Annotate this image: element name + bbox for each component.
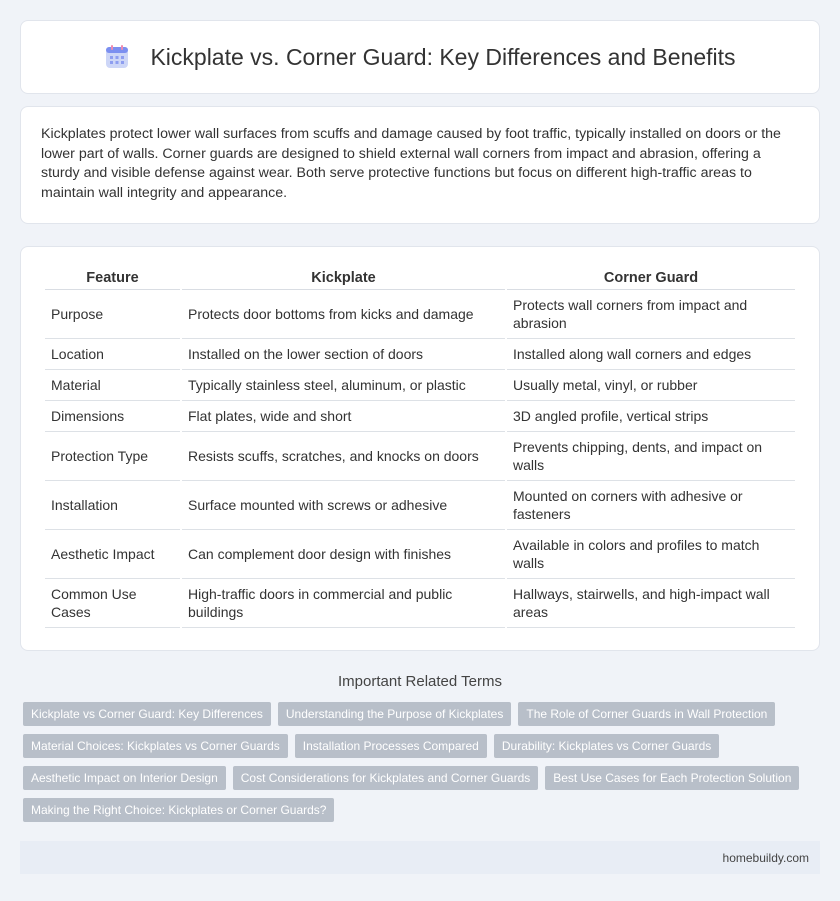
calendar-icon xyxy=(104,44,130,70)
feature-cell: Purpose xyxy=(45,290,180,339)
related-terms-title: Important Related Terms xyxy=(338,673,502,690)
related-term-tag[interactable]: Understanding the Purpose of Kickplates xyxy=(278,702,511,726)
related-term-tag[interactable]: Installation Processes Compared xyxy=(295,734,487,758)
table-row xyxy=(45,339,795,370)
related-term-tag[interactable]: Material Choices: Kickplates vs Corner Guards xyxy=(23,734,288,758)
kickplate-cell: Typically stainless steel, aluminum, or plastic xyxy=(182,370,505,401)
related-term-tag[interactable]: Durability: Kickplates vs Corner Guards xyxy=(494,734,719,758)
corner-guard-cell: 3D angled profile, vertical strips xyxy=(507,401,795,432)
related-term-tag[interactable]: Kickplate vs Corner Guard: Key Differences xyxy=(23,702,271,726)
kickplate-cell: Flat plates, wide and short xyxy=(182,401,505,432)
kickplate-cell: Surface mounted with screws or adhesive xyxy=(182,481,505,530)
kickplate-cell: Protects door bottoms from kicks and damage xyxy=(182,290,505,339)
header-feature: Feature xyxy=(45,265,180,290)
table-row xyxy=(45,401,795,432)
feature-cell: Material xyxy=(45,370,180,401)
comparison-table xyxy=(43,265,797,628)
intro-card xyxy=(20,106,820,224)
related-term-tag[interactable]: The Role of Corner Guards in Wall Protection xyxy=(518,702,775,726)
table-row xyxy=(45,481,795,530)
table-row xyxy=(45,370,795,401)
footer-site-link[interactable]: homebuildy.com xyxy=(722,850,809,865)
kickplate-cell: Installed on the lower section of doors xyxy=(182,339,505,370)
page-header xyxy=(20,20,820,94)
corner-guard-cell: Mounted on corners with adhesive or fasteners xyxy=(507,481,795,530)
corner-guard-cell: Protects wall corners from impact and abrasion xyxy=(507,290,795,339)
table-row xyxy=(45,432,795,481)
feature-cell: Common Use Cases xyxy=(45,579,180,628)
related-term-tag[interactable]: Making the Right Choice: Kickplates or Corner Guards? xyxy=(23,798,334,822)
corner-guard-cell: Prevents chipping, dents, and impact on walls xyxy=(507,432,795,481)
header-corner-guard: Corner Guard xyxy=(507,265,795,290)
related-terms-list xyxy=(20,702,820,822)
kickplate-cell: Can complement door design with finishes xyxy=(182,530,505,579)
header-kickplate: Kickplate xyxy=(182,265,505,290)
intro-text: Kickplates protect lower wall surfaces from scuffs and damage caused by foot traffic, typically installed on doors or the lower part of walls. Corner guards are designed to shield external wall corners from impact and abrasion, offering a sturdy and visible defense against wear. Both serve protective functions but focus on different high-traffic areas to maintain wall integrity and appearance. xyxy=(41,126,781,201)
table-header-row xyxy=(45,265,795,290)
corner-guard-cell: Hallways, stairwells, and high-impact wall areas xyxy=(507,579,795,628)
related-term-tag[interactable]: Cost Considerations for Kickplates and Corner Guards xyxy=(233,766,538,790)
feature-cell: Location xyxy=(45,339,180,370)
feature-cell: Dimensions xyxy=(45,401,180,432)
feature-cell: Protection Type xyxy=(45,432,180,481)
corner-guard-cell: Available in colors and profiles to match walls xyxy=(507,530,795,579)
table-row xyxy=(45,290,795,339)
page-title: Kickplate vs. Corner Guard: Key Differences and Benefits xyxy=(150,43,736,70)
feature-cell: Installation xyxy=(45,481,180,530)
corner-guard-cell: Installed along wall corners and edges xyxy=(507,339,795,370)
corner-guard-cell: Usually metal, vinyl, or rubber xyxy=(507,370,795,401)
table-row xyxy=(45,530,795,579)
kickplate-cell: High-traffic doors in commercial and public buildings xyxy=(182,579,505,628)
comparison-card xyxy=(20,246,820,651)
footer xyxy=(20,841,820,874)
table-row xyxy=(45,579,795,628)
feature-cell: Aesthetic Impact xyxy=(45,530,180,579)
related-term-tag[interactable]: Best Use Cases for Each Protection Solution xyxy=(545,766,799,790)
related-term-tag[interactable]: Aesthetic Impact on Interior Design xyxy=(23,766,226,790)
kickplate-cell: Resists scuffs, scratches, and knocks on doors xyxy=(182,432,505,481)
